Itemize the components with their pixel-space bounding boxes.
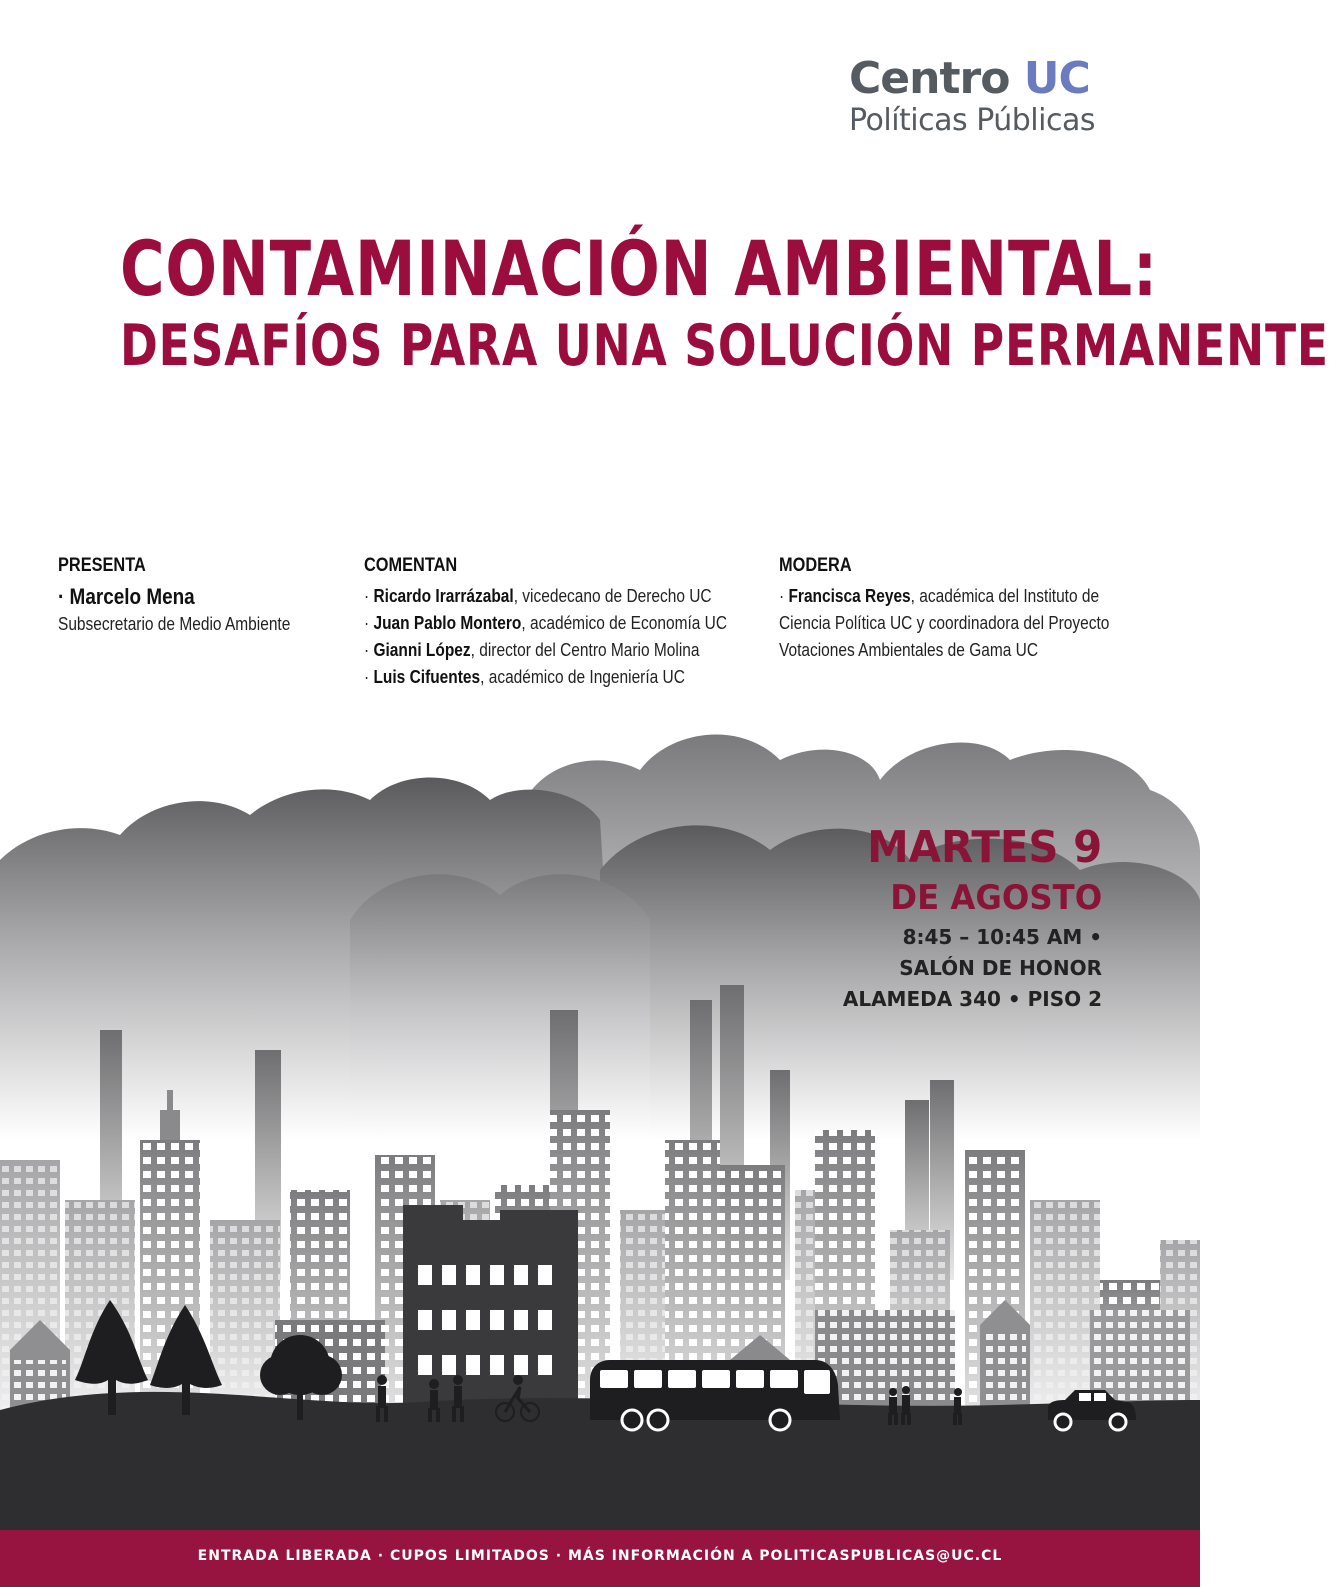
modera-line-3: Votaciones Ambientales de Gama UC — [779, 640, 1039, 660]
bus — [590, 1360, 840, 1430]
presenta-name: · Marcelo Mena — [58, 584, 195, 609]
moderator-name: Francisca Reyes — [788, 586, 911, 606]
event-month: DE AGOSTO — [890, 878, 1102, 918]
panelist-name: Ricardo Irarrázabal — [373, 586, 514, 606]
panelist-name: Gianni López — [373, 640, 471, 660]
modera-heading: MODERA — [779, 555, 852, 576]
modera-column — [779, 555, 1163, 664]
panelist-name: Juan Pablo Montero — [373, 613, 522, 633]
event-time: 8:45 – 10:45 AM • — [902, 925, 1102, 949]
comentan-item: · Ricardo Irarrázabal, vicedecano de Derecho UC — [364, 586, 712, 606]
presenta-heading: PRESENTA — [58, 555, 146, 576]
dark-building — [403, 1205, 578, 1410]
presenta-column — [58, 555, 328, 638]
logo — [849, 55, 1095, 139]
event-day: MARTES 9 — [866, 822, 1102, 873]
panelist-role: , vicedecano de Derecho UC — [513, 586, 712, 606]
presenta-role: Subsecretario de Medio Ambiente — [58, 614, 291, 634]
panelist-role: , académico de Ingeniería UC — [480, 667, 685, 687]
modera-line-2: Ciencia Política UC y coordinadora del Proyecto — [779, 613, 1110, 633]
panelist-name: Luis Cifuentes — [373, 667, 481, 687]
logo-title — [849, 55, 1095, 103]
comentan-item: · Gianni López, director del Centro Mario Molina — [364, 640, 700, 660]
event-info — [843, 822, 1102, 1015]
event-title — [0, 224, 1329, 379]
panelist-role: , académico de Economía UC — [521, 613, 728, 633]
title-line-2: DESAFÍOS PARA UNA SOLUCIÓN PERMANENTE — [120, 313, 1329, 379]
moderator-role: , académica del Instituto de — [910, 586, 1100, 606]
modera-line-1: · Francisca Reyes, académica del Instituto de — [779, 586, 1100, 606]
logo-uc: UC — [1023, 53, 1090, 104]
logo-centro: Centro — [849, 53, 1024, 104]
comentan-item: · Luis Cifuentes, académico de Ingeniería UC — [364, 667, 685, 687]
event-venue: SALÓN DE HONOR — [899, 956, 1102, 980]
footer-bar — [0, 1530, 1200, 1587]
logo-subtitle: Políticas Públicas — [849, 103, 1095, 138]
comentan-column — [364, 555, 786, 691]
event-address: ALAMEDA 340 • PISO 2 — [842, 987, 1102, 1011]
comentan-heading: COMENTAN — [364, 555, 458, 576]
footer-text: ENTRADA LIBERADA · CUPOS LIMITADOS · MÁS INFORMACIÓN A POLITICASPUBLICAS@UC.CL — [197, 1548, 1003, 1564]
title-line-1: CONTAMINACIÓN AMBIENTAL: — [120, 224, 1159, 313]
comentan-item: · Juan Pablo Montero, académico de Economía UC — [364, 613, 728, 633]
panelist-role: , director del Centro Mario Molina — [470, 640, 700, 660]
